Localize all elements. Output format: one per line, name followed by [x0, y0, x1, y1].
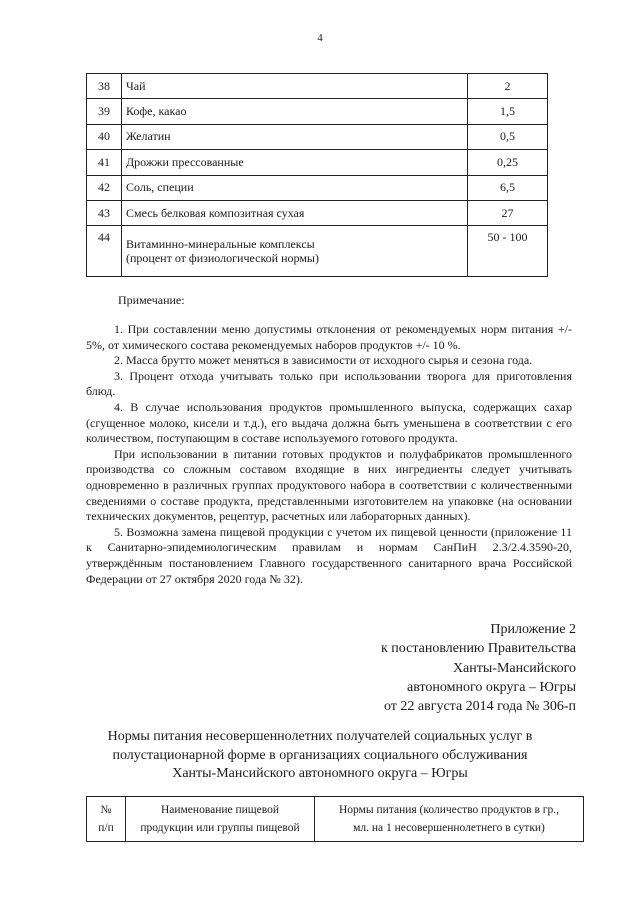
header-cell-line: Нормы питания (количество продуктов в гр.,	[339, 804, 559, 816]
table-row	[87, 175, 548, 200]
product-name: Дрожжи прессованные	[122, 150, 468, 175]
notes-title: Примечание:	[118, 293, 185, 307]
title-line: полустационарной форме в организациях социального обслуживания	[112, 747, 528, 763]
header-cell-line: п/п	[98, 822, 114, 834]
header-cell-line: Наименование пищевой	[160, 804, 280, 816]
note-paragraph: 3. Процент отхода учитывать только при использовании творога для приготовления блюд.	[86, 368, 572, 399]
row-number: 43	[87, 200, 122, 225]
row-number: 44	[87, 226, 122, 277]
header-cell-line: №	[100, 804, 112, 816]
page-number: 4	[317, 32, 323, 44]
norm-value: 1,5	[468, 99, 548, 124]
row-number: 39	[87, 99, 122, 124]
notes-list	[86, 322, 572, 587]
row-number: 38	[87, 74, 122, 99]
norm-value: 2	[468, 74, 548, 99]
product-name: Соль, специи	[122, 175, 468, 200]
header-cell-product	[126, 797, 315, 842]
header-cell-line: мл. на 1 несовершеннолетнего в сутки)	[353, 822, 545, 834]
table-row	[87, 200, 548, 225]
row-number: 42	[87, 175, 122, 200]
appendix-header	[256, 620, 576, 716]
food-norms-table-continued	[86, 73, 548, 277]
norm-value: 50 - 100	[468, 226, 548, 277]
norm-value: 27	[468, 200, 548, 225]
title-line: Ханты-Мансийского автономного округа – Югры	[172, 766, 468, 781]
appendix-line: автономного округа – Югры	[407, 679, 576, 695]
title-line: Нормы питания несовершеннолетних получателей социальных услуг в	[107, 729, 533, 744]
norm-value: 6,5	[468, 175, 548, 200]
product-name	[122, 226, 468, 277]
table-header-row	[87, 797, 584, 842]
note-paragraph: 5. Возможна замена пищевой продукции с учетом их пищевой ценности (приложение 11 к Санитарно-эпидемиологическим правилам и нормам СанПиН 2.3/2.4.3590-20, утверждённым постановлением Главного государственного санитарного врача Российской Федерации от 27 октября 2020 года № 32).	[86, 524, 572, 586]
product-name-line: (процент от физиологической нормы)	[126, 251, 319, 266]
table-row	[87, 99, 548, 124]
appendix-line: Ханты-Мансийского	[452, 660, 576, 676]
appendix-line: Приложение 2	[490, 622, 576, 637]
row-number: 41	[87, 150, 122, 175]
header-cell-norms	[315, 797, 584, 842]
note-paragraph: 4. В случае использования продуктов промышленного выпуска, содержащих сахар (сгущенное молоко, кисели и т.д.), его выдача должна быть уменьшена в соответствии с его количеством, поступающим в составе используемого готового продукта.	[86, 399, 572, 446]
norm-value: 0,25	[468, 150, 548, 175]
table-row	[87, 226, 548, 277]
document-title	[60, 728, 580, 784]
product-name: Кофе, какао	[122, 99, 468, 124]
product-name-line: Витаминно-минеральные комплексы	[126, 237, 315, 252]
note-paragraph: 1. При составлении меню допустимы отклонения от рекомендуемых норм питания +/- 5%, от химического состава рекомендуемых наборов продуктов +/- 10 %.	[86, 322, 572, 352]
food-norms-table-header	[86, 796, 584, 842]
table-row	[87, 74, 548, 99]
appendix-line: от 22 августа 2014 года № 306-п	[383, 699, 576, 715]
table-row	[87, 150, 548, 175]
note-paragraph: При использовании в питании готовых продуктов и полуфабрикатов промышленного производства со сложным составом входящие в них ингредиенты следует учитывать одновременно в различных группах продуктового набора в соответствии с количественными сведениями о составе продукта, представленными изготовителем на упаковке (на основании технических документов, рецептур, расчетных или лабораторных данных).	[86, 446, 572, 524]
appendix-line: к постановлению Правительства	[380, 641, 576, 657]
header-cell-line: продукции или группы пищевой	[140, 822, 300, 834]
product-name: Смесь белковая композитная сухая	[122, 200, 468, 225]
table-row	[87, 124, 548, 149]
note-paragraph: 2. Масса брутто может меняться в зависимости от исходного сырья и сезона года.	[114, 353, 533, 368]
row-number: 40	[87, 124, 122, 149]
norm-value: 0,5	[468, 124, 548, 149]
product-name: Чай	[122, 74, 468, 99]
header-cell-number	[87, 797, 126, 842]
product-name: Желатин	[122, 124, 468, 149]
